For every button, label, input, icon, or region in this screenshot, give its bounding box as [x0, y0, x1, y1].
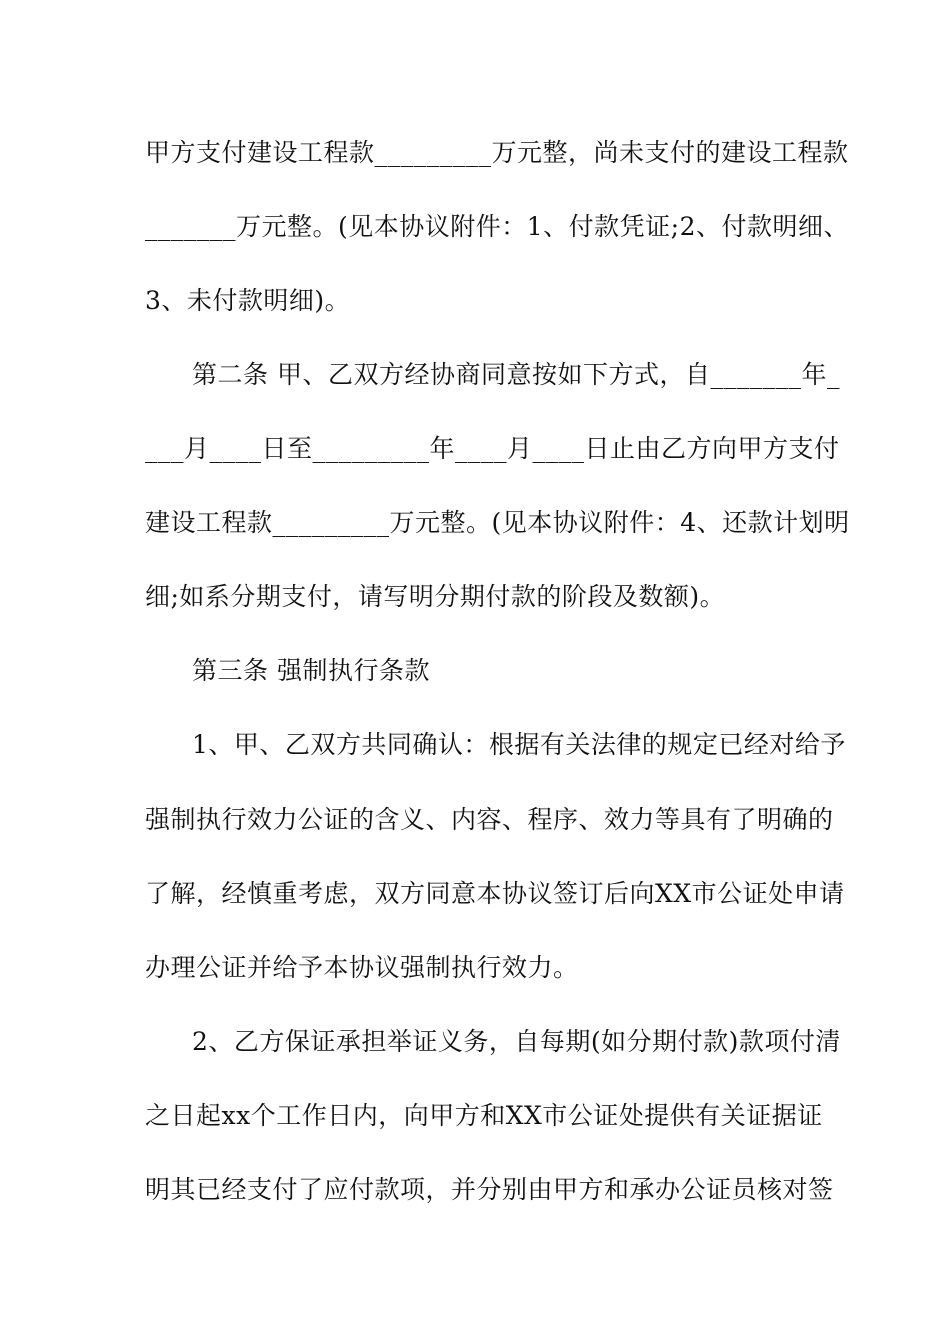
- text-line: _______万元整。(见本协议附件：1、付款凭证;2、付款明细、: [145, 212, 849, 241]
- text-line: 明其已经支付了应付款项，并分别由甲方和承办公证员核对签: [145, 1175, 834, 1204]
- clause-2-heading-line: 第二条 甲、乙双方经协商同意按如下方式，自_______年_: [192, 360, 840, 389]
- text-line: 建设工程款_________万元整。(见本协议附件：4、还款计划明: [145, 508, 850, 537]
- clause-3-heading: 第三条 强制执行条款: [192, 656, 430, 685]
- text-line: 甲方支付建设工程款_________万元整，尚未支付的建设工程款: [145, 138, 849, 167]
- item-2-line: 2、乙方保证承担举证义务，自每期(如分期付款)款项付清: [192, 1027, 841, 1056]
- text-line: 办理公证并给予本协议强制执行效力。: [145, 953, 579, 982]
- text-line: ___月____日至_________年____月____日止由乙方向甲方支付: [145, 434, 840, 463]
- text-line: 细;如系分期支付，请写明分期付款的阶段及数额)。: [145, 582, 726, 611]
- text-line: 之日起xx个工作日内，向甲方和XX市公证处提供有关证据证: [145, 1101, 823, 1130]
- text-line: 了解，经慎重考虑，双方同意本协议签订后向XX市公证处申请: [145, 879, 845, 908]
- item-1-line: 1、甲、乙双方共同确认：根据有关法律的规定已经对给予: [192, 730, 846, 759]
- text-line: 强制执行效力公证的含义、内容、程序、效力等具有了明确的: [145, 805, 834, 834]
- text-line: 3、未付款明细)。: [145, 286, 351, 315]
